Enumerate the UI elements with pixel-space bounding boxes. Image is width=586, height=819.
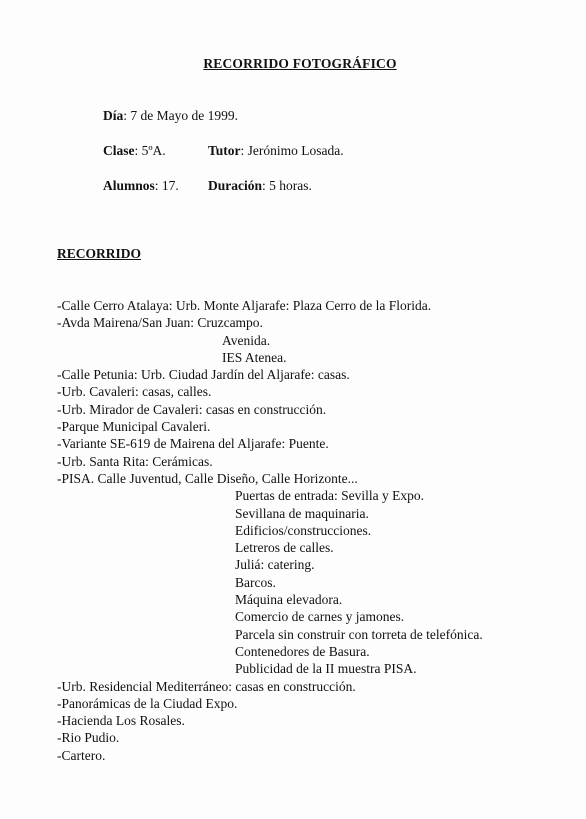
- route-subline: Sevillana de maquinaria.: [235, 505, 369, 521]
- meta-dia: [103, 107, 238, 124]
- route-subline: Parcela sin construir con torreta de telefónica.: [235, 626, 483, 642]
- meta-duracion: [208, 177, 312, 194]
- dia-value: : 7 de Mayo de 1999.: [123, 108, 238, 123]
- route-subline: Juliá: catering.: [235, 557, 315, 573]
- tutor-value: : Jerónimo Losada.: [240, 143, 344, 158]
- route-subline: Comercio de carnes y jamones.: [235, 609, 405, 625]
- route-line: -Calle Cerro Atalaya: Urb. Monte Aljarafe: Plaza Cerro de la Florida.: [57, 298, 432, 313]
- section-heading-recorrido: RECORRIDO: [57, 246, 142, 261]
- route-list: [57, 297, 577, 764]
- route-subline: Publicidad de la II muestra PISA.: [235, 661, 417, 677]
- route-subline: Edificios/construcciones.: [235, 522, 372, 538]
- clase-label: Clase: [103, 143, 135, 158]
- meta-alumnos: [103, 177, 179, 194]
- route-subline: IES Atenea.: [222, 349, 287, 365]
- route-line: -Avda Mairena/San Juan: Cruzcampo.: [57, 315, 263, 331]
- route-line: -Rio Pudio.: [57, 730, 120, 746]
- route-line: -PISA. Calle Juventud, Calle Diseño, Calle Horizonte...: [57, 470, 358, 486]
- duracion-label: Duración: [208, 178, 262, 193]
- meta-clase: [103, 142, 166, 159]
- route-subline: Letreros de calles.: [235, 540, 334, 556]
- route-line: -Panorámicas de la Ciudad Expo.: [57, 695, 238, 711]
- tutor-label: Tutor: [208, 143, 241, 158]
- route-line: -Hacienda Los Rosales.: [57, 713, 185, 729]
- route-line: -Urb. Cavaleri: casas, calles.: [57, 384, 212, 400]
- route-subline: Máquina elevadora.: [235, 592, 343, 608]
- route-subline: Barcos.: [235, 574, 276, 590]
- meta-tutor: [208, 142, 344, 159]
- dia-label: Día: [103, 108, 124, 123]
- route-line: -Cartero.: [57, 747, 106, 763]
- route-line: -Urb. Residencial Mediterráneo: casas en construcción.: [57, 678, 356, 694]
- alumnos-value: : 17.: [154, 178, 179, 193]
- route-subline: Contenedores de Basura.: [235, 643, 370, 659]
- route-subline: Puertas de entrada: Sevilla y Expo.: [235, 488, 424, 504]
- route-line: -Urb. Santa Rita: Cerámicas.: [57, 453, 213, 469]
- clase-value: : 5ºA.: [134, 143, 166, 158]
- document-title: RECORRIDO FOTOGRÁFICO: [203, 56, 397, 71]
- route-line: -Urb. Mirador de Cavaleri: casas en construcción.: [57, 401, 327, 417]
- route-line: -Variante SE-619 de Mairena del Aljarafe: Puente.: [57, 436, 329, 452]
- route-subline: Avenida.: [222, 332, 271, 348]
- route-line: -Parque Municipal Cavaleri.: [57, 419, 211, 435]
- alumnos-label: Alumnos: [103, 178, 155, 193]
- duracion-value: : 5 horas.: [262, 178, 312, 193]
- route-line: -Calle Petunia: Urb. Ciudad Jardín del Aljarafe: casas.: [57, 367, 350, 383]
